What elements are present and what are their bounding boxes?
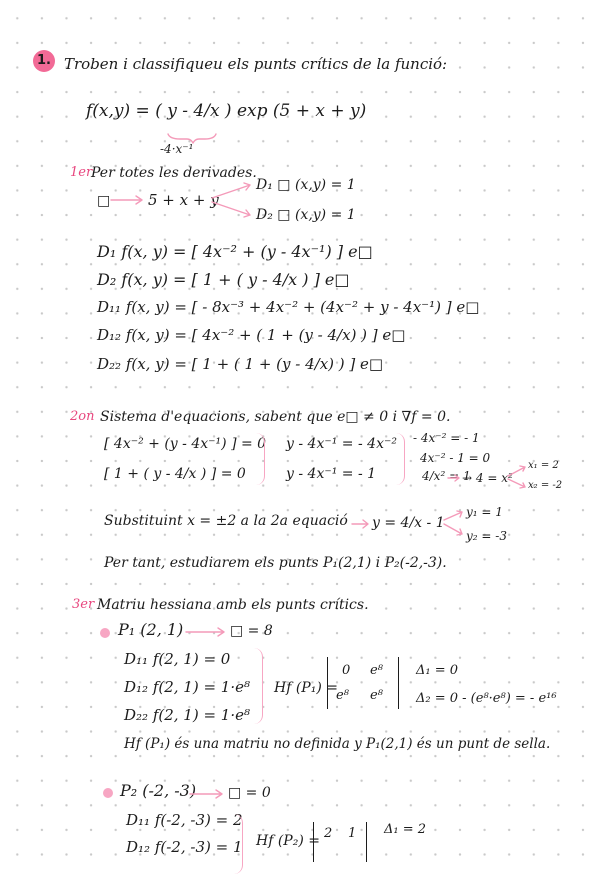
chain-expression: 5 + x + y (148, 191, 219, 209)
system-brace (256, 433, 265, 485)
p2-values-brace (234, 814, 243, 874)
derivative-line: D₁ f(x, y) = [ 4x⁻² + (y - 4x⁻¹) ] e□ (97, 242, 373, 261)
d1-box: D₁ □ (x,y) = 1 (256, 177, 356, 193)
root-value: x₁ = 2 (528, 460, 559, 471)
function-definition: f(x,y) = ( y - 4/x ) exp (5 + x + y) (86, 101, 367, 121)
solve-step: 4/x² = 1 (422, 469, 471, 483)
p1-delta2: Δ₂ = 0 - (e⁸·e⁸) = - e¹⁶ (416, 691, 557, 706)
substitution-expr: y = 4/x - 1 (372, 515, 445, 531)
underbrace-note: -4·x⁻¹ (160, 142, 194, 156)
step3-label: 3er (72, 597, 95, 612)
p1-derivative-value: D₁₂ f(2, 1) = 1·e⁸ (124, 678, 251, 696)
p1-box-value: □ = 8 (230, 623, 273, 639)
bullet-point (100, 628, 110, 638)
exercise-prompt: Troben i classifiqueu els punts crítics de la funció: (64, 55, 448, 73)
root-value: x₂ = -2 (528, 480, 563, 491)
p2-hessian-label: Hf (P₂) = (256, 833, 320, 849)
step1-label: 1er (70, 165, 93, 180)
p2-delta1: Δ₁ = 2 (384, 822, 427, 837)
step2-label: 2on (70, 409, 95, 424)
d2-box: D₂ □ (x,y) = 1 (256, 207, 356, 223)
p2-hessian-matrix (313, 822, 367, 862)
system-brace (396, 433, 405, 485)
matrix-cell: e⁸ (370, 663, 383, 678)
p1-values-brace (254, 648, 263, 724)
p1-conclusion: Hf (P₁) és una matriu no definida y P₁(2,1) és un punt de sella. (124, 736, 551, 752)
step3-title: Matriu hessiana amb els punts crítics. (97, 597, 369, 613)
matrix-cell: e⁸ (336, 688, 349, 703)
critical-points-conclusion: Per tant, estudiarem els punts P₁(2,1) i P₂(-2,-3). (104, 555, 447, 571)
p1-hessian-label: Hf (P₁) = (274, 680, 338, 696)
solve-step: 4x⁻² - 1 = 0 (420, 451, 491, 465)
matrix-cell: 1 (348, 826, 357, 841)
derivative-line: D₁₂ f(x, y) = [ 4x⁻² + ( 1 + (y - 4/x) ) ] e□ (97, 326, 406, 344)
chain-box-symbol: □ (97, 193, 111, 209)
p2-header: P₂ (-2, -3) (120, 781, 197, 800)
y-value: y₂ = -3 (466, 529, 507, 543)
matrix-cell: 0 (342, 663, 351, 678)
bullet-point (103, 788, 113, 798)
substitution-text: Substituint x = ±2 a la 2a equació (104, 513, 348, 529)
exercise-number-badge: 1. (33, 50, 55, 72)
p2-box-value: □ = 0 (228, 785, 271, 801)
system-mid-eq: y - 4x⁻¹ = - 4x⁻² (286, 436, 397, 452)
p2-derivative-value: D₁₁ f(-2, -3) = 2 (126, 811, 243, 829)
y-value: y₁ = 1 (466, 505, 503, 519)
step1-title: Per totes les derivades. (91, 165, 257, 181)
p1-derivative-value: D₁₁ f(2, 1) = 0 (124, 650, 231, 668)
matrix-cell: 2 (324, 826, 333, 841)
p2-derivative-value: D₁₂ f(-2, -3) = 1 (126, 838, 243, 856)
solve-step: - 4x⁻² = - 1 (413, 431, 480, 445)
p1-derivative-value: D₂₂ f(2, 1) = 1·e⁸ (124, 706, 251, 724)
matrix-cell: e⁸ (370, 688, 383, 703)
derivative-line: D₂₂ f(x, y) = [ 1 + ( 1 + (y - 4/x) ) ] e□ (97, 355, 384, 373)
system-left-eq: [ 1 + ( y - 4/x ) ] = 0 (104, 466, 246, 482)
derivative-line: D₁₁ f(x, y) = [ - 8x⁻³ + 4x⁻² + (4x⁻² + y - 4x⁻¹) ] e□ (97, 298, 480, 316)
system-left-eq: [ 4x⁻² + (y - 4x⁻¹) ] = 0 (104, 436, 267, 452)
derivative-line: D₂ f(x, y) = [ 1 + ( y - 4/x ) ] e□ (97, 270, 350, 289)
step2-title: Sistema d'equacions, sabent que e□ ≠ 0 i ∇f = 0. (100, 409, 451, 425)
p1-header: P₁ (2, 1) (118, 620, 184, 639)
solve-step: → 4 = x² (462, 471, 513, 485)
p1-delta1: Δ₁ = 0 (416, 663, 459, 678)
p1-hessian-matrix (327, 657, 399, 709)
system-mid-eq: y - 4x⁻¹ = - 1 (286, 466, 377, 482)
